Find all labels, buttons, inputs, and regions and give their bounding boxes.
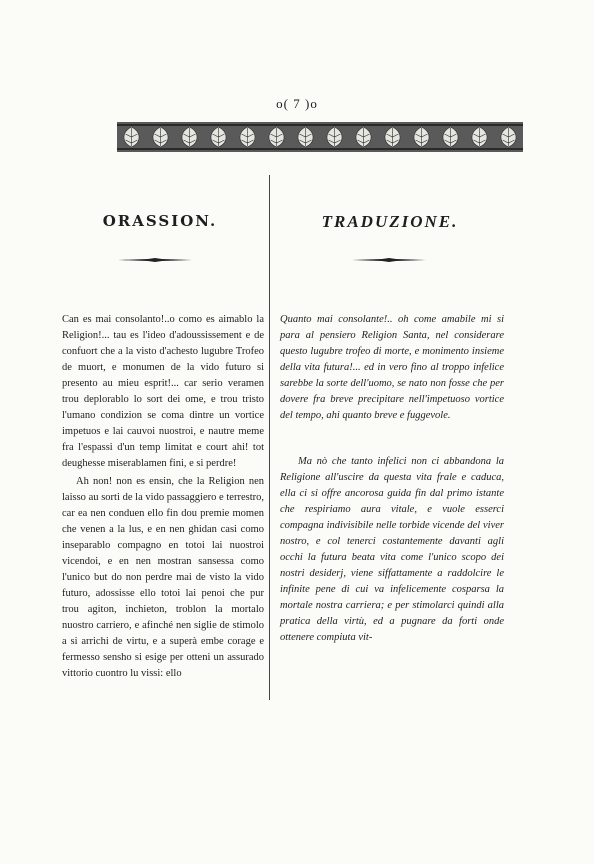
left-column-title: ORASSION. [102,212,218,230]
right-paragraph-1: Quanto mai consolante!.. oh come amabile mi si para al pensiero Religion Santa, nel considerare questo lugubre trofeo di morte, e monimento insieme della vita futura!... ed in vero fino al troppo infelice sarebbe la sorte dell'uomo, se nato non fosse che per dovere fra breve precipitare nell'impetuoso vortice del tempo, ahi quanto breve e fuggevole. [280,314,504,421]
ornamental-header-band [117,122,523,152]
page-number: o( 7 )o [276,96,318,111]
left-column-text [62,312,264,682]
right-column-title: TRADUZIONE. [321,212,459,231]
right-title-rule [352,258,426,262]
right-column-text [280,312,504,646]
right-paragraph-2: Ma nò che tanto infelici non ci abbandona la Religione all'uscire da questa vita frale e caduca, ella ci si offre ancorosa guida fin dal primo istante che respiriamo aura vitale, e vuole esserci compagna indivisibile nelle torbide vicende del viver nostro, e col tenerci costantemente davanti agli occhi la futura beata vita come l'unico scopo dei nostri desiderj, viene siffattamente a raddolcire le infinite pene di cui va infelicemente cosparsa la mortale nostra carriera; e per stimolarci quindi alla pratica della virtù, ed a pugnare da forti onde ottenere compiuta vit- [280,456,504,643]
left-paragraph-2: Ah non! non es ensin, che la Religion nen laisso au sorti de la vido passaggiero e terrestro, car ea nen conduen ello fin dou premie momen che venen a la lus, e en nen ghidan casi como inseparablo compagno en totoi lai nuostroi vicendoi, e en nen mostran sansessa como l'unico but do non perdre mai de visto la vido futuro, adossisse ello totoi lai penoi che pur trou agiton, inchieton, troblon la mortalo nuostro carriero, e afinché nen siglie de stimolo a si arrichi de virtu, e a superà embe corage e fermesso sensho si esige per otteni un assurado vittorio cuontro lu vissi: ello [62,476,264,679]
column-divider [269,175,270,700]
left-paragraph-1: Can es mai consolanto!..o como es aimablo la Religion!... tau es l'ideo d'adoussissement e de confuort che a la visto d'achesto lugubre Trofeo de muort, e monumen de la vido futuro si presento au mieu esprit!... car serio veramen trou deplorablo lo sort dei ome, e trou tristo l'umano condizion se coma dintre un vortice impetuos e lai cauvoi nuostroi, e nautre meme fra l'espassi d'un temp limitat e court ahi! tot deughesse miserablamen fini, e si perdre! [62,314,264,469]
left-title-rule [118,258,192,262]
